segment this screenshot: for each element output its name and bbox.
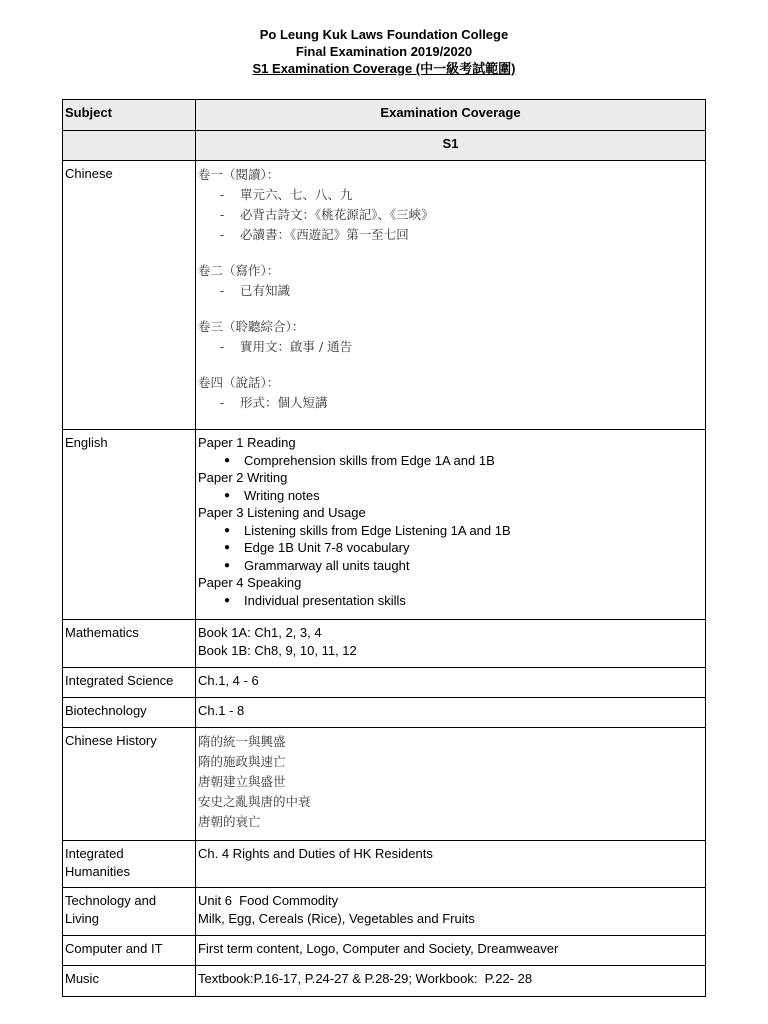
list-item: ● Grammarway all units taught [224,557,410,573]
list-item: ● Individual presentation skills [224,592,406,608]
coverage-cell [196,161,706,430]
coverage-line: 安史之亂與唐的中衰 [198,794,311,809]
table-header-row [63,100,706,131]
coverage-line: Milk, Egg, Cereals (Rice), Vegetables and Fruits [198,910,475,926]
list-item: ● Listening skills from Edge Listening 1A and 1B [224,522,511,538]
chinese-history-coverage [198,732,703,832]
list-item: - 單元六、七、八、九 [220,187,353,202]
coverage-cell: Ch.1, 4 - 6 [196,668,706,698]
list-item: ● Comprehension skills from Edge 1A and 1B [224,452,495,468]
paper-title: Paper 4 Speaking [198,575,302,590]
coverage-cell [196,620,706,668]
coverage-line: Unit 6 Food Commodity [198,893,339,908]
subject-cell: Music [63,966,196,997]
subject-cell: Chinese History [63,728,196,841]
paper-title: 卷三（聆聽綜合）： [198,319,305,334]
subject-cell: Integrated Humanities [63,841,196,888]
subject-cell: English [63,430,196,620]
level-label: S1 [196,131,706,161]
list-item: - 實用文：啟事 / 通告 [220,339,353,354]
level-blank-cell [63,131,196,161]
level-row [63,131,706,161]
coverage-cell: Ch.1 - 8 [196,698,706,728]
list-item: - 形式：個人短講 [220,395,328,410]
list-item: - 必背古詩文：《桃花源記》、《三峽》 [220,207,434,222]
coverage-cell [196,728,706,841]
table-row [63,966,706,997]
subject-cell: Biotechnology [63,698,196,728]
coverage-cell: Ch. 4 Rights and Duties of HK Residents [196,841,706,888]
table-row [63,620,706,668]
list-item: ● Writing notes [224,487,320,503]
coverage-cell [196,888,706,936]
list-item: - 必讀書：《西遊記》第一至七回 [220,227,409,242]
coverage-title: S1 Examination Coverage (中一級考試範圍) [252,61,516,76]
document-header [0,26,768,77]
table-row [63,728,706,841]
coverage-line: 隋的施政與速亡 [198,754,286,769]
coverage-line: 唐朝建立與盛世 [198,774,286,789]
coverage-line: 隋的統一與興盛 [198,734,286,749]
paper-title: 卷二（寫作）： [198,263,280,278]
exam-title: Final Examination 2019/2020 [295,44,473,59]
table-row [63,668,706,698]
paper-title: Paper 2 Writing [198,470,288,485]
subject-cell: Mathematics [63,620,196,668]
coverage-cell: First term content, Logo, Computer and Society, Dreamweaver [196,936,706,966]
coverage-line: 唐朝的衰亡 [198,814,261,829]
list-item: - 已有知識 [220,283,291,298]
paper-title: 卷一（閱讀）： [198,167,280,182]
chinese-coverage [198,165,703,413]
table-row [63,430,706,620]
list-item: ● Edge 1B Unit 7-8 vocabulary [224,540,410,555]
subject-cell: Integrated Science [63,668,196,698]
subject-cell: Technology and Living [63,888,196,936]
subject-cell: Chinese [63,161,196,430]
coverage-cell: Textbook:P.16-17, P.24-27 & P.28-29; Workbook: P.22- 28 [196,966,706,997]
table-row [63,936,706,966]
school-name: Po Leung Kuk Laws Foundation College [259,27,509,42]
table-row [63,888,706,936]
coverage-table [62,99,706,997]
table-row [63,841,706,888]
coverage-line: Book 1A: Ch1, 2, 3, 4 [198,625,322,640]
coverage-cell [196,430,706,620]
paper-title: 卷四（說話）： [198,375,280,390]
subject-cell: Computer and IT [63,936,196,966]
paper-title: Paper 3 Listening and Usage [198,505,366,520]
paper-title: Paper 1 Reading [198,435,296,450]
subject-column-header: Subject [63,100,196,131]
table-row [63,698,706,728]
table-row [63,161,706,430]
coverage-column-header: Examination Coverage [196,100,706,131]
coverage-line: Book 1B: Ch8, 9, 10, 11, 12 [198,642,357,658]
